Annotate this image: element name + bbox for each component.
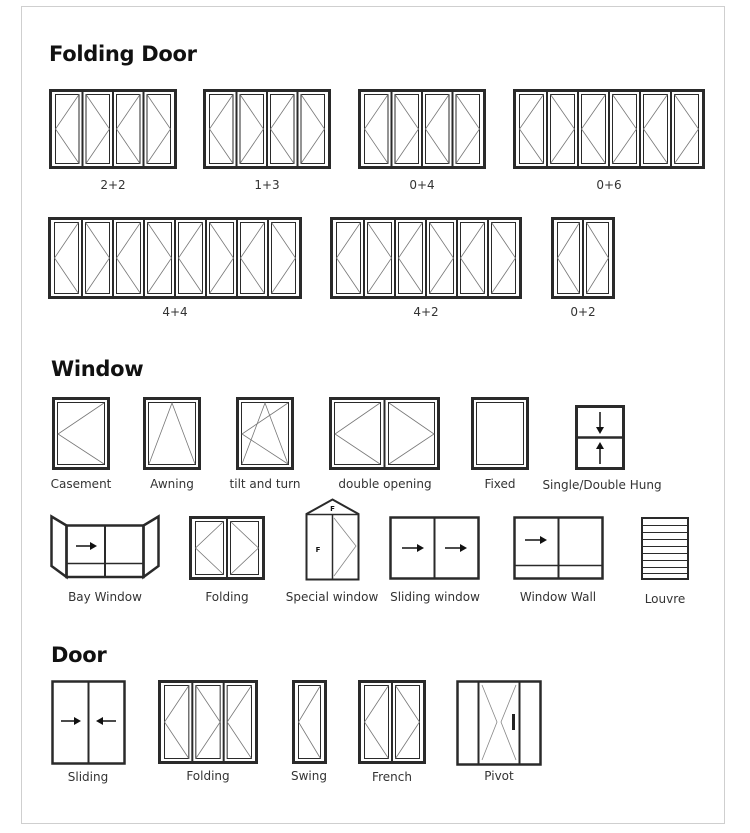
special-window-fixed-side-label: F (315, 546, 321, 554)
door-heading: Door (51, 643, 107, 667)
awning-window-icon (143, 397, 201, 470)
sliding-door-icon (51, 680, 126, 765)
folding-window-icon (189, 516, 265, 580)
double-opening-window-icon (329, 397, 440, 470)
double-opening-label: double opening (338, 477, 432, 491)
sliding-window-icon (389, 516, 480, 580)
folding-door-2plus2-label: 2+2 (100, 178, 126, 192)
tilt-and-turn-window-icon (236, 397, 294, 470)
folding-door-2plus2-icon (49, 89, 177, 169)
folding-door-icon (158, 680, 258, 764)
folding-window-label: Folding (205, 590, 249, 604)
folding-door-0plus2-label: 0+2 (570, 305, 596, 319)
louvre-label: Louvre (644, 592, 686, 606)
folding-door-label: Folding (186, 769, 230, 783)
awning-label: Awning (150, 477, 194, 491)
swing-door-icon (292, 680, 327, 764)
casement-window-icon (52, 397, 110, 470)
folding-door-4plus2-label: 4+2 (413, 305, 439, 319)
folding-door-0plus4-icon (358, 89, 486, 169)
pivot-door-icon (456, 680, 542, 766)
pivot-door-label: Pivot (484, 769, 514, 783)
single-double-hung-label: Single/Double Hung (542, 478, 662, 492)
louvre-window-icon (641, 517, 689, 580)
bay-window-label: Bay Window (68, 590, 142, 604)
tilt-and-turn-label: tilt and turn (229, 477, 301, 491)
folding-door-4plus4-label: 4+4 (162, 305, 188, 319)
folding-door-0plus2-icon (551, 217, 615, 299)
french-door-label: French (372, 770, 412, 784)
special-window-label: Special window (285, 590, 379, 604)
single-double-hung-window-icon (575, 405, 625, 470)
fixed-window-icon (471, 397, 529, 470)
window-wall-icon (513, 516, 604, 580)
folding-door-1plus3-label: 1+3 (254, 178, 280, 192)
bay-window-icon (50, 515, 160, 580)
special-window-fixed-top-label: F (330, 505, 335, 513)
window-wall-label: Window Wall (519, 590, 597, 604)
folding-door-0plus6-icon (513, 89, 705, 169)
folding-door-4plus2-icon (330, 217, 522, 299)
swing-door-label: Swing (291, 769, 327, 783)
special-window-icon (305, 498, 360, 581)
sliding-window-label: Sliding window (390, 590, 480, 604)
french-door-icon (358, 680, 426, 764)
folding-door-0plus4-label: 0+4 (409, 178, 435, 192)
folding-door-4plus4-icon (48, 217, 302, 299)
folding-door-0plus6-label: 0+6 (596, 178, 622, 192)
sliding-door-label: Sliding (67, 770, 109, 784)
folding-door-heading: Folding Door (49, 42, 197, 66)
window-heading: Window (51, 357, 144, 381)
fixed-label: Fixed (484, 477, 516, 491)
casement-label: Casement (50, 477, 112, 491)
folding-door-1plus3-icon (203, 89, 331, 169)
